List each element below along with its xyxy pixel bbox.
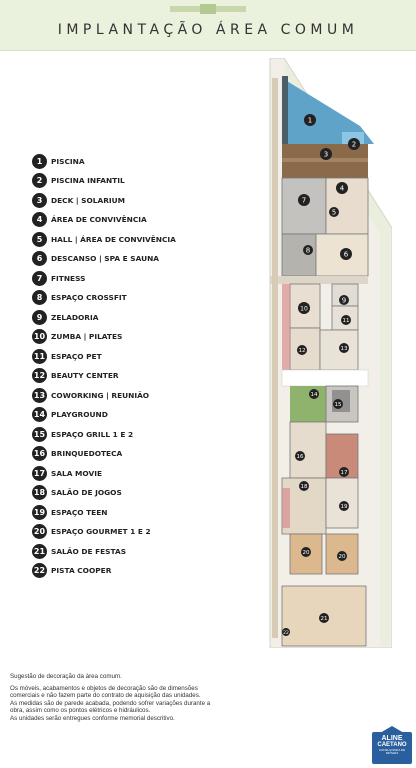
marker-19	[339, 501, 349, 511]
cooper-track	[272, 78, 278, 638]
svg-text:9: 9	[341, 296, 347, 305]
marker-1	[304, 114, 316, 126]
legend-label: ZELADORIA	[51, 312, 99, 322]
house-roof-icon	[380, 726, 404, 733]
svg-text:16: 16	[296, 454, 304, 460]
legend-label: PISCINA INFANTIL	[51, 176, 125, 185]
legend-item	[32, 387, 149, 403]
marker-16	[295, 451, 305, 461]
legend-label: ESPAÇO PET	[51, 351, 102, 361]
brand-mark-icon	[170, 4, 246, 14]
legend-label: ZUMBA | PILATES	[51, 332, 123, 341]
marker-18	[299, 481, 309, 491]
legend-number: 3	[32, 193, 47, 208]
svg-text:4: 4	[339, 184, 345, 193]
legend-item	[32, 270, 85, 286]
svg-text:3: 3	[323, 150, 329, 159]
legend-number: 2	[32, 173, 47, 188]
legend-number: 12	[32, 368, 47, 383]
note-line: As unidades serão entregues conforme memorial descritivo.	[10, 714, 175, 722]
note-line: As medidas são de parede acabada, podendo sofrer variações durante a	[10, 699, 211, 707]
legend-label: HALL | ÁREA DE CONVIVÊNCIA	[51, 234, 176, 244]
marker-6	[340, 248, 352, 260]
legend-label: DECK | SOLARIUM	[51, 195, 126, 205]
legend-item	[32, 368, 119, 384]
legend-number: 1	[32, 154, 47, 169]
marker-22	[282, 628, 290, 636]
legend-label: ÁREA DE CONVIVÊNCIA	[51, 215, 147, 224]
logo-tagline: CONSULTORIA DE IMÓVEIS	[378, 748, 406, 755]
legend-item	[32, 212, 147, 228]
svg-text:5: 5	[331, 208, 337, 217]
legend-number: 7	[32, 271, 47, 286]
legend-item	[32, 543, 126, 559]
legend-item	[32, 290, 127, 306]
svg-text:14: 14	[310, 392, 318, 398]
marker-4	[336, 182, 348, 194]
svg-text:11: 11	[342, 318, 350, 324]
legend-number: 4	[32, 212, 47, 227]
legend-number: 15	[32, 427, 47, 442]
legend-item	[32, 192, 125, 208]
marker-15	[333, 399, 343, 409]
legend-number: 11	[32, 349, 47, 364]
marker-17	[339, 467, 349, 477]
legend-number: 16	[32, 446, 47, 461]
svg-text:21: 21	[320, 616, 328, 622]
room-brinquedoteca	[290, 422, 326, 478]
legend-label: FITNESS	[51, 273, 86, 283]
legend-label: PISTA COOPER	[51, 566, 112, 575]
legend-number: 18	[32, 485, 47, 500]
legend-item	[32, 407, 108, 423]
marker-8	[303, 245, 313, 255]
marker-13	[339, 343, 349, 353]
svg-text:18: 18	[300, 484, 308, 490]
svg-text:22: 22	[283, 631, 289, 636]
marker-7	[298, 194, 310, 206]
legend-number: 13	[32, 388, 47, 403]
header-banner	[0, 0, 416, 51]
page-title: IMPLANTAÇÃO ÁREA COMUM	[57, 22, 359, 38]
playground	[290, 386, 326, 422]
note-line: comerciais e não fazem parte do contrato de aquisição das unidades.	[10, 692, 201, 700]
legend-label: PLAYGROUND	[51, 410, 108, 419]
legend-label: ESPAÇO CROSSFIT	[51, 293, 127, 302]
legend-item	[32, 465, 102, 481]
legend-number: 10	[32, 329, 47, 344]
svg-text:15: 15	[334, 402, 342, 408]
legend-label: SALÃO DE FESTAS	[51, 546, 127, 556]
pool-deck-edge	[282, 76, 288, 146]
marker-12	[297, 345, 307, 355]
legend-number: 19	[32, 505, 47, 520]
legend-item	[32, 153, 85, 169]
legend-number: 8	[32, 290, 47, 305]
marker-20a	[301, 547, 311, 557]
room-coworking	[320, 330, 358, 370]
legend-number: 21	[32, 544, 47, 559]
legend-label: BRINQUEDOTECA	[51, 449, 123, 458]
legend-label: PISCINA	[51, 156, 85, 166]
note-line: Sugestão de decoração da área comum.	[10, 673, 122, 680]
disclaimer-notes	[10, 673, 330, 723]
legend-label: SALÃO DE JOGOS	[51, 488, 122, 497]
svg-text:6: 6	[343, 250, 349, 259]
legend-item	[32, 309, 98, 325]
marker-10	[298, 302, 310, 314]
legend-item	[32, 485, 122, 501]
legend-item	[32, 348, 102, 364]
room-crossfit	[282, 234, 316, 276]
legend-label: ESPAÇO GRILL 1 E 2	[51, 429, 134, 439]
legend-number: 20	[32, 524, 47, 539]
courtyard	[282, 370, 368, 386]
marker-5	[329, 207, 339, 217]
legend-item	[32, 231, 176, 247]
legend-number: 9	[32, 310, 47, 325]
svg-text:20: 20	[302, 550, 310, 556]
logo-line1: ALINE	[381, 735, 403, 742]
legend-label: DESCANSO | SPA E SAUNA	[51, 254, 159, 263]
legend-label: COWORKING | REUNIÃO	[51, 390, 150, 400]
legend-label: SALA MOVIE	[51, 468, 103, 478]
pink-strip-left	[282, 284, 290, 374]
logo-line2: CAETANO	[377, 742, 407, 748]
marker-9	[339, 295, 349, 305]
svg-text:20: 20	[338, 554, 346, 560]
legend-label: ESPAÇO GOURMET 1 E 2	[51, 527, 151, 536]
legend-number: 17	[32, 466, 47, 481]
pink-strip-lower	[282, 488, 290, 528]
svg-text:17: 17	[340, 470, 348, 476]
marker-3	[320, 148, 332, 160]
legend-item	[32, 329, 122, 345]
svg-text:12: 12	[298, 348, 306, 354]
legend-item	[32, 524, 151, 540]
marker-21	[319, 613, 329, 623]
note-line: obra, assim como os pontos elétricos e hidráulicos.	[10, 707, 151, 715]
marker-2	[348, 138, 360, 150]
legend-item	[32, 173, 125, 189]
agency-logo	[372, 732, 412, 764]
corridor-top	[270, 276, 368, 284]
marker-11	[341, 315, 351, 325]
svg-text:2: 2	[351, 140, 357, 149]
legend-number: 5	[32, 232, 47, 247]
marker-20b	[337, 551, 347, 561]
legend-label: BEAUTY CENTER	[51, 371, 119, 380]
legend-number: 6	[32, 251, 47, 266]
svg-text:8: 8	[305, 246, 311, 255]
note-line: Os móveis, acabamentos e objetos de decoração são de dimensões	[10, 684, 198, 692]
svg-text:19: 19	[340, 504, 348, 510]
legend-number: 22	[32, 563, 47, 578]
legend-item	[32, 426, 133, 442]
floor-plan	[262, 58, 392, 648]
legend-item	[32, 563, 111, 579]
marker-14	[309, 389, 319, 399]
legend-item	[32, 251, 159, 267]
legend-label: ESPAÇO TEEN	[51, 507, 108, 517]
legend-item	[32, 504, 107, 520]
legend-number: 14	[32, 407, 47, 422]
svg-text:10: 10	[300, 305, 308, 313]
legend-item	[32, 446, 122, 462]
svg-text:1: 1	[307, 116, 313, 125]
svg-text:13: 13	[340, 346, 348, 352]
svg-text:7: 7	[301, 196, 307, 205]
